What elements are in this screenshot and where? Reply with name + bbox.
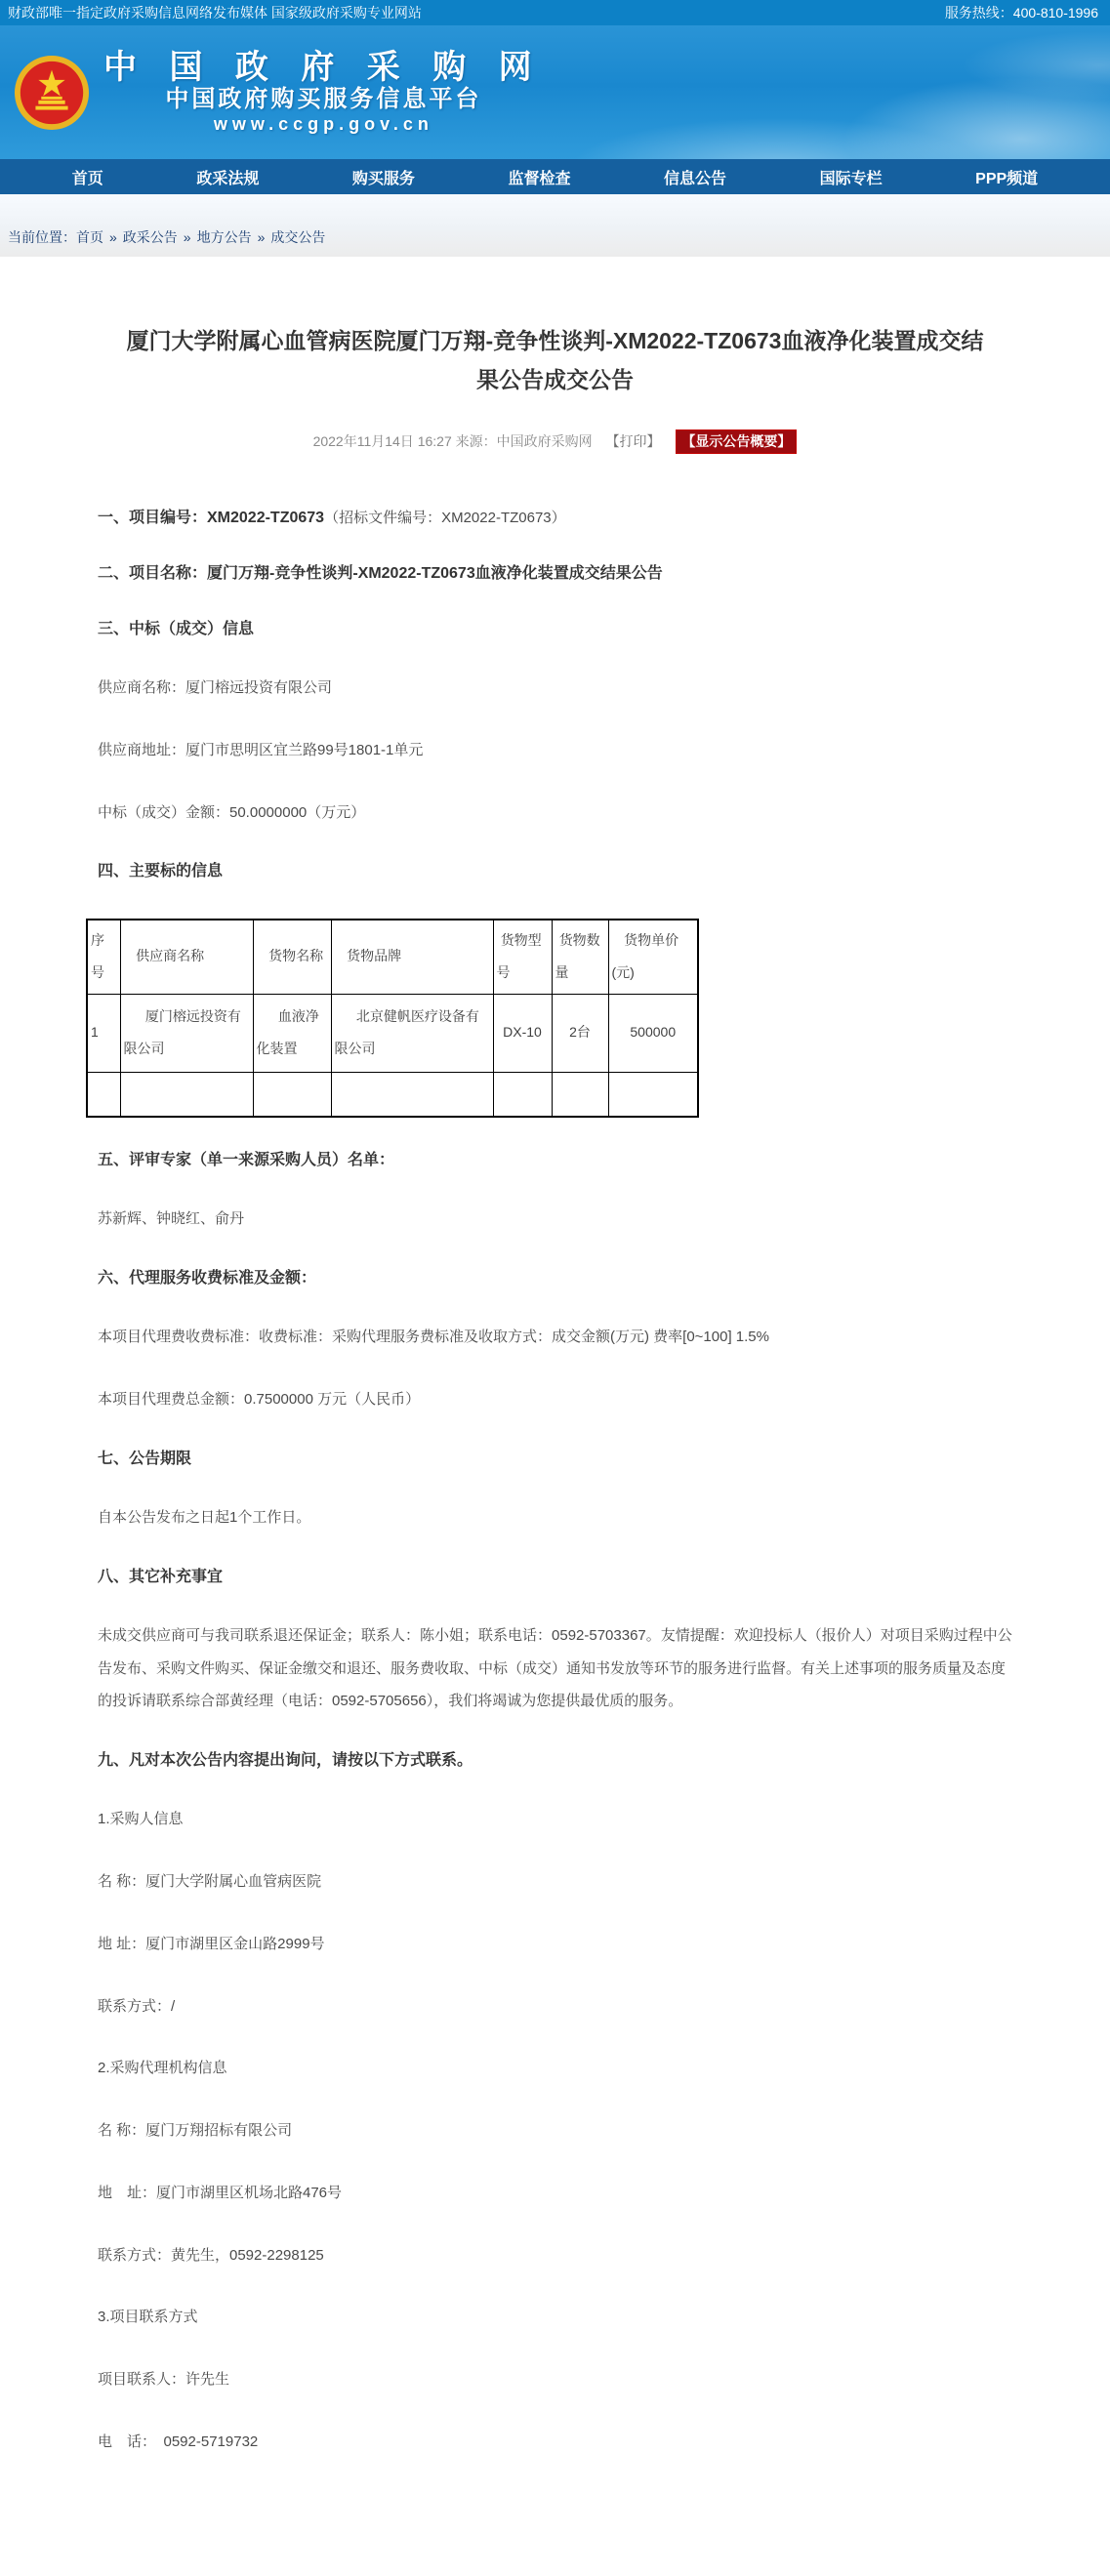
- breadcrumb-award-notice[interactable]: 成交公告: [270, 229, 326, 245]
- nav-item-home[interactable]: 首页: [71, 170, 103, 187]
- breadcrumb-strip: [0, 194, 1110, 257]
- table-row: 1 厦门榕远投资有限公司 血液净化装置 北京健帆医疗设备有限公司 DX-10 2台 500000: [87, 994, 698, 1072]
- section1-heading: 一、项目编号：XM2022-TZ0673（招标文件编号：XM2022-TZ0673）: [98, 509, 566, 526]
- col-brand: 货物品牌: [331, 920, 493, 995]
- section7-heading: 七、公告期限: [98, 1450, 192, 1467]
- col-goods-name: 货物名称: [253, 920, 331, 995]
- article-content: [0, 257, 1110, 2576]
- supplier-name: 供应商名称：厦门榕远投资有限公司: [98, 679, 333, 697]
- article-meta: [98, 429, 1012, 454]
- print-button[interactable]: 【打印】: [605, 432, 661, 449]
- breadcrumb: 当前位置：首页 » 政采公告 » 地方公告 » 成交公告: [8, 229, 326, 245]
- project-contact-person: 项目联系人：许先生: [98, 2371, 230, 2389]
- agent-name: 名 称：厦门万翔招标有限公司: [98, 2122, 293, 2140]
- publish-datetime: 2022年11月14日 16:27: [312, 432, 452, 449]
- breadcrumb-prefix: 当前位置：: [8, 229, 76, 245]
- main-nav: [0, 159, 1110, 194]
- col-supplier: 供应商名称: [120, 920, 253, 995]
- supplementary-notes: 未成交供应商可与我司联系退还保证金；联系人：陈小姐；联系电话：0592-5703367。友情提醒：欢迎投标人（报价人）对项目采购过程中公告发布、采购文件购买、保证金缴交和退还、服务费收取、中标（成交）通知书发放等环节的服务进行监督。有关上述事项的服务质量及态度的投诉请联系综合部黄经理（电话：0592-5705656），我们将竭诚为您提供最优质的服务。: [98, 1626, 1012, 1710]
- goods-table: [86, 919, 699, 1119]
- show-summary-button[interactable]: 【显示公告概要】: [676, 429, 797, 454]
- notice-period: 自本公告发布之日起1个工作日。: [98, 1509, 311, 1526]
- section2-heading: 二、项目名称：厦门万翔-竞争性谈判-XM2022-TZ0673血液净化装置成交结果公告: [98, 564, 663, 582]
- buyer-name: 名 称：厦门大学附属心血管病医院: [98, 1873, 322, 1891]
- table-row-empty: [87, 1072, 698, 1117]
- buyer-contact: 联系方式：/: [98, 1997, 176, 2015]
- page-title: 厦门大学附属心血管病医院厦门万翔-竞争性谈判-XM2022-TZ0673血液净化装置成交结果公告成交公告: [126, 328, 984, 393]
- agent-contact: 联系方式：黄先生，0592-2298125: [98, 2246, 324, 2264]
- top-bar: [0, 0, 1110, 25]
- site-subtitle: 中国政府购买服务信息平台: [165, 86, 482, 112]
- agency-fee-total: 本项目代理费总金额：0.7500000 万元（人民币）: [98, 1391, 421, 1409]
- section6-heading: 六、代理服务收费标准及金额：: [98, 1270, 317, 1288]
- section3-heading: 三、中标（成交）信息: [98, 620, 255, 637]
- supplier-address: 供应商地址：厦门市思明区宜兰路99号1801-1单元: [98, 741, 424, 758]
- breadcrumb-zhengcai-notice[interactable]: 政采公告: [122, 229, 178, 245]
- section9-heading: 九、凡对本次公告内容提出询问，请按以下方式联系。: [98, 1752, 473, 1770]
- nav-item-international[interactable]: 国际专栏: [819, 170, 883, 187]
- nav-item-announcements[interactable]: 信息公告: [664, 170, 727, 187]
- site-title: 中 国 政 府 采 购 网: [103, 48, 544, 86]
- section5-heading: 五、评审专家（单一来源采购人员）名单：: [98, 1152, 395, 1169]
- agent-address: 地 址：厦门市湖里区机场北路476号: [98, 2184, 343, 2201]
- nav-item-regulations[interactable]: 政采法规: [196, 170, 260, 187]
- site-url: www.ccgp.gov.cn: [213, 113, 433, 134]
- table-header-row: [87, 920, 698, 995]
- agent-info-title: 2.采购代理机构信息: [98, 2060, 227, 2077]
- nav-item-purchase-service[interactable]: 购买服务: [351, 170, 415, 187]
- site-header: [0, 25, 1110, 159]
- breadcrumb-local-notice[interactable]: 地方公告: [196, 229, 252, 245]
- nav-item-supervision[interactable]: 监督检查: [508, 170, 571, 187]
- award-amount: 中标（成交）金额：50.0000000（万元）: [98, 803, 366, 821]
- section4-heading: 四、主要标的信息: [98, 863, 224, 880]
- breadcrumb-home[interactable]: 首页: [76, 229, 103, 245]
- project-contact-title: 3.项目联系方式: [98, 2309, 198, 2326]
- col-quantity: 货物数量: [552, 920, 608, 995]
- project-contact-phone: 电 话： 0592-5719732: [98, 2433, 259, 2450]
- col-model: 货物型号: [493, 920, 552, 995]
- article-sections: [91, 505, 1012, 2459]
- buyer-info-title: 1.采购人信息: [98, 1811, 184, 1828]
- article-source: 来源：中国政府采购网: [455, 432, 593, 449]
- col-unit-price: 货物单价(元): [608, 920, 698, 995]
- nav-item-ppp-channel[interactable]: PPP频道: [975, 170, 1039, 187]
- service-hotline: 服务热线：400-810-1996: [944, 5, 1098, 20]
- buyer-address: 地 址：厦门市湖里区金山路2999号: [98, 1935, 325, 1952]
- agency-fee-standard: 本项目代理费收费标准：收费标准：采购代理服务费标准及收取方式：成交金额(万元) 费率[0~100] 1.5%: [98, 1329, 769, 1346]
- section8-heading: 八、其它补充事宜: [98, 1568, 224, 1585]
- national-emblem-icon: [14, 55, 90, 131]
- expert-list: 苏新辉、钟晓红、俞丹: [98, 1210, 245, 1228]
- col-seq: 序号: [87, 920, 120, 995]
- site-tagline: 财政部唯一指定政府采购信息网络发布媒体 国家级政府采购专业网站: [8, 5, 422, 20]
